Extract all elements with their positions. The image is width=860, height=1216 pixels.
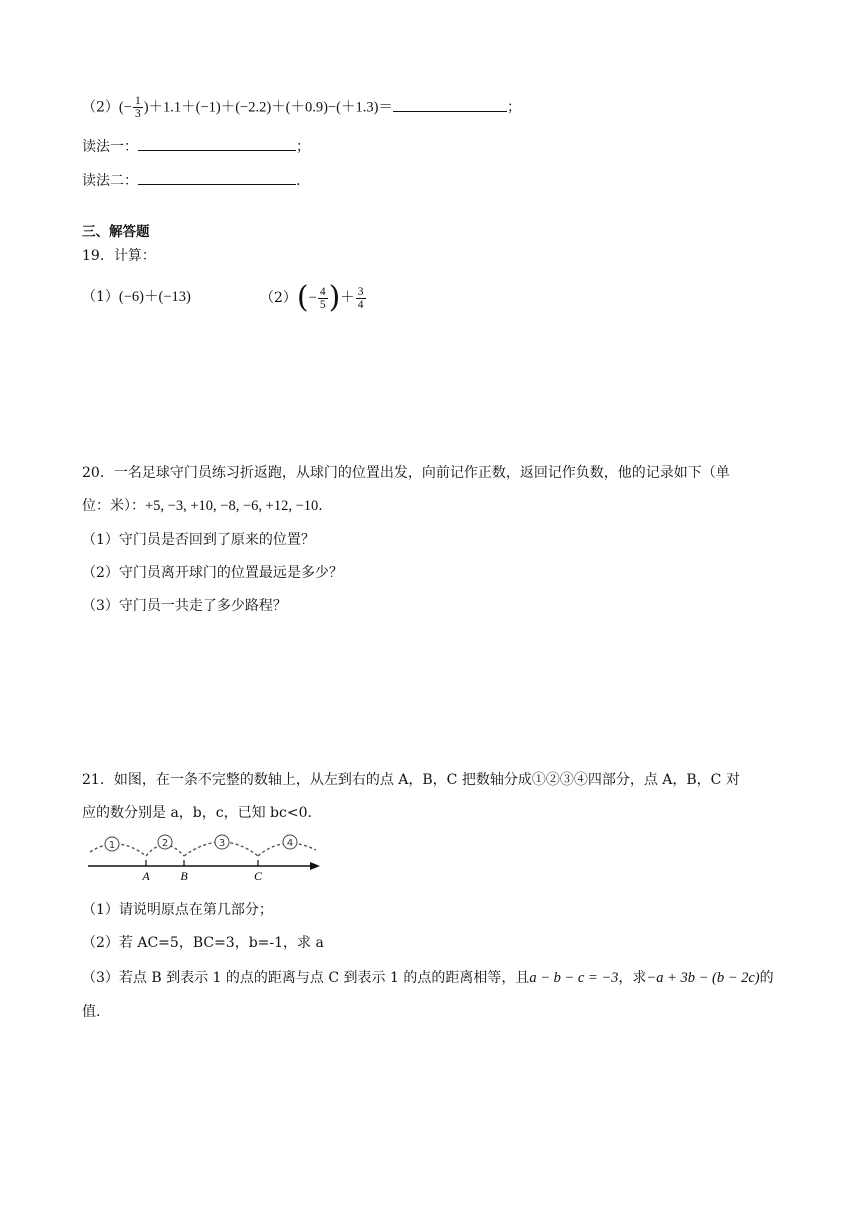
- q18-read2-end: .: [296, 173, 301, 189]
- q19-p2-num2: 3: [357, 285, 364, 298]
- q21-q3-expression: −a + 3b − (b − 2c): [646, 970, 760, 986]
- q18-answer-blank[interactable]: [393, 97, 507, 112]
- q21-line2: 应的数分别是 a，b，c，已知 bc<0.: [82, 805, 312, 821]
- q19-p1-expr: (−6)＋(−13): [118, 289, 191, 305]
- q19-p1-label: （1）: [82, 289, 119, 305]
- q21-q3-prefix: （3）若点 B 到表示 1 的点的距离与点 C 到表示 1 的点的距离相等，且: [82, 970, 530, 986]
- point-c-label: C: [253, 869, 263, 883]
- q19-p2-den: 5: [319, 298, 326, 311]
- axis-arrow-icon: [310, 862, 320, 870]
- q21-line1: 21．如图，在一条不完整的数轴上，从左到右的点 A，B，C 把数轴分成①②③④四部分，点 A，B，C 对: [82, 772, 740, 788]
- q19-p2-label: （2）: [260, 290, 297, 306]
- q20-line2-prefix: 位：米）：: [82, 498, 145, 514]
- q21-q3-end: 的: [759, 970, 774, 986]
- point-b-label: B: [180, 869, 188, 883]
- q18-semicolon: ；: [506, 99, 521, 116]
- q19-p2-lparen: (: [296, 280, 309, 315]
- q19-p2-fraction2: [356, 286, 366, 311]
- q18-read2-label: 读法二：: [82, 173, 138, 189]
- q21-q3-condition: a − b − c = −3: [529, 970, 619, 986]
- q20-question-2: （2）守门员离开球门的位置最远是多少？: [82, 565, 343, 581]
- q19-title: 19．计算：: [82, 248, 156, 264]
- section-heading: 三、解答题: [82, 224, 150, 240]
- point-a-label: A: [142, 869, 150, 883]
- region-4-number: 4: [286, 838, 294, 849]
- q19-p2-plus: ＋: [340, 290, 355, 306]
- q20-records: +5, −3, +10, −8, −6, +12, −10: [145, 498, 319, 514]
- q21-q3-line2: 值.: [82, 1004, 101, 1020]
- q20-line1: 20．一名足球守门员练习折返跑，从球门的位置出发，向前记作正数，返回记作负数，他的记录如下（单: [82, 465, 730, 481]
- q21-q3-mid: ，求: [618, 970, 647, 986]
- region-3-number: 3: [218, 838, 226, 849]
- q20-question-3: （3）守门员一共走了多少路程？: [82, 598, 287, 614]
- number-line-figure: [84, 830, 324, 886]
- region-1-number: 1: [108, 840, 116, 851]
- q18-part2: [82, 95, 521, 120]
- region-2-number: 2: [161, 838, 169, 849]
- q18-reading-two: [82, 170, 300, 191]
- q19-p2-rparen: ): [328, 280, 341, 315]
- q20-line2: [82, 496, 323, 516]
- q18-expr-rest: )＋1.1＋(−1)＋(−2.2)＋(＋0.9)−(＋1.3)＝: [143, 99, 393, 116]
- q18-fraction: [133, 95, 143, 120]
- q18-read1-label: 读法一：: [82, 139, 138, 155]
- q18-reading-one: [82, 136, 310, 157]
- q21-question-2: （2）若 AC=5，BC=3，b=-1，求 a: [82, 935, 324, 951]
- q18-frac-den: 3: [134, 108, 141, 120]
- q19-p2-num: 4: [319, 285, 326, 298]
- q18-part2-label: （2）: [82, 99, 119, 116]
- q20-line2-end: .: [318, 498, 323, 514]
- q21-question-1: （1）请说明原点在第几部分；: [82, 902, 273, 918]
- q18-read1-end: ；: [296, 139, 310, 155]
- q18-expr-open: (−: [118, 99, 132, 116]
- q19-p2-den2: 4: [357, 298, 364, 311]
- q20-question-1: （1）守门员是否回到了原来的位置？: [82, 532, 315, 548]
- q19-p2-minus: −: [308, 290, 317, 306]
- q18-frac-num: 1: [134, 95, 141, 107]
- q21-question-3: [82, 968, 774, 988]
- q19-part1: [82, 287, 191, 307]
- q19-part2: [260, 280, 367, 317]
- q19-p2-fraction1: [318, 286, 328, 311]
- q18-read2-blank[interactable]: [138, 170, 296, 185]
- q18-read1-blank[interactable]: [138, 136, 296, 151]
